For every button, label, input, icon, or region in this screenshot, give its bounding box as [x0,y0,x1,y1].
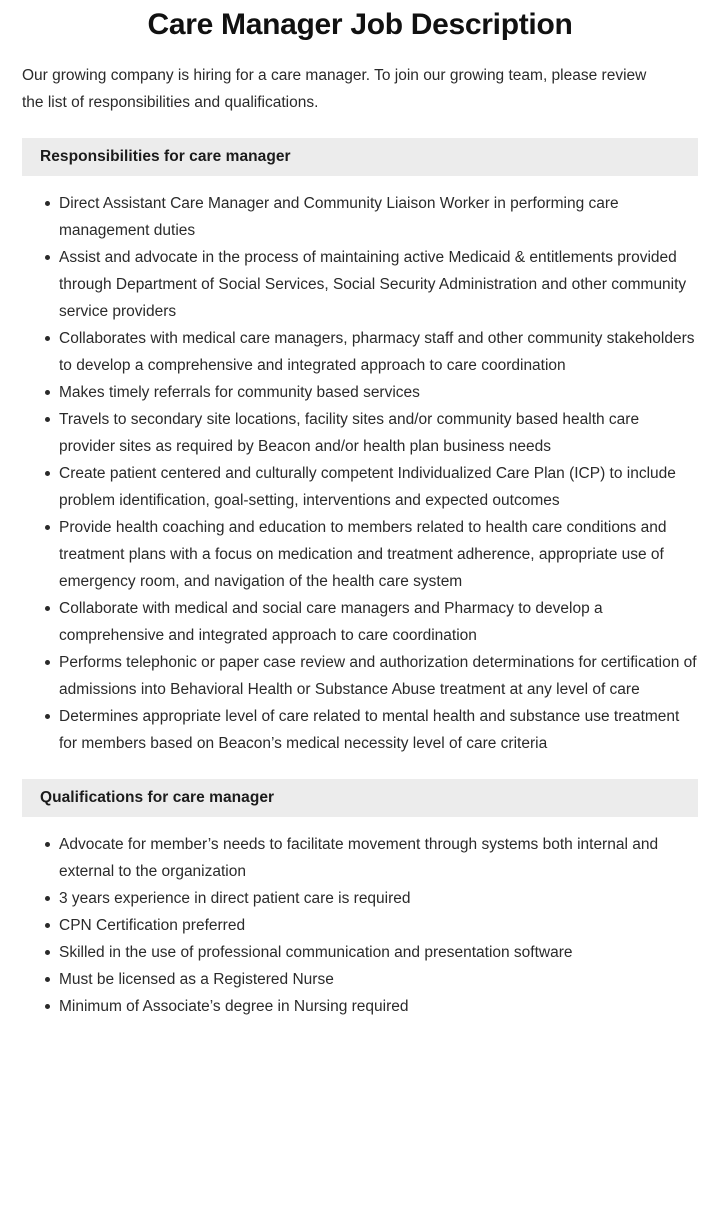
sections-container [0,138,720,1020]
section-header-qualifications [22,779,698,817]
section-heading-label: Responsibilities for care manager [40,148,291,165]
section-qualifications [0,779,720,1020]
list-item: Advocate for member’s needs to facilitate movement through systems both internal and external to the organization [22,831,698,885]
list-item: Assist and advocate in the process of maintaining active Medicaid & entitlements provided through Department of Social Services, Social Security Administration and other community service providers [22,244,698,325]
list-item: CPN Certification preferred [22,912,698,939]
list-item: Determines appropriate level of care related to mental health and substance use treatment for members based on Beacon’s medical necessity level of care criteria [22,703,698,757]
list-item: Collaborates with medical care managers, pharmacy staff and other community stakeholders to develop a comprehensive and integrated approach to care coordination [22,325,698,379]
section-heading-label: Qualifications for care manager [40,789,275,806]
list-item: Travels to secondary site locations, facility sites and/or community based health care provider sites as required by Beacon and/or health plan business needs [22,406,698,460]
list-item: Create patient centered and culturally competent Individualized Care Plan (ICP) to include problem identification, goal-setting, interventions and expected outcomes [22,460,698,514]
list-item: Must be licensed as a Registered Nurse [22,966,698,993]
list-item: Skilled in the use of professional communication and presentation software [22,939,698,966]
list-item: Makes timely referrals for community based services [22,379,698,406]
list-item: Collaborate with medical and social care managers and Pharmacy to develop a comprehensive and integrated approach to care coordination [22,595,698,649]
intro-paragraph: Our growing company is hiring for a care manager. To join our growing team, please review the list of responsibilities and qualifications. [22,67,647,111]
list-item: Minimum of Associate’s degree in Nursing required [22,993,698,1020]
page-bottom-spacer [0,1020,720,1054]
list-item: 3 years experience in direct patient care is required [22,885,698,912]
page-title: Care Manager Job Description [147,8,573,41]
bullet-list-responsibilities [0,176,720,757]
section-header-responsibilities [22,138,698,176]
bullet-list-qualifications [0,817,720,1020]
section-responsibilities [0,138,720,757]
list-item: Provide health coaching and education to members related to health care conditions and treatment plans with a focus on medication and treatment adherence, appropriate use of emergency room, and navigation of the health care system [22,514,698,595]
list-item: Direct Assistant Care Manager and Community Liaison Worker in performing care management duties [22,190,698,244]
list-item: Performs telephonic or paper case review and authorization determinations for certification of admissions into Behavioral Health or Substance Abuse treatment at any level of care [22,649,698,703]
